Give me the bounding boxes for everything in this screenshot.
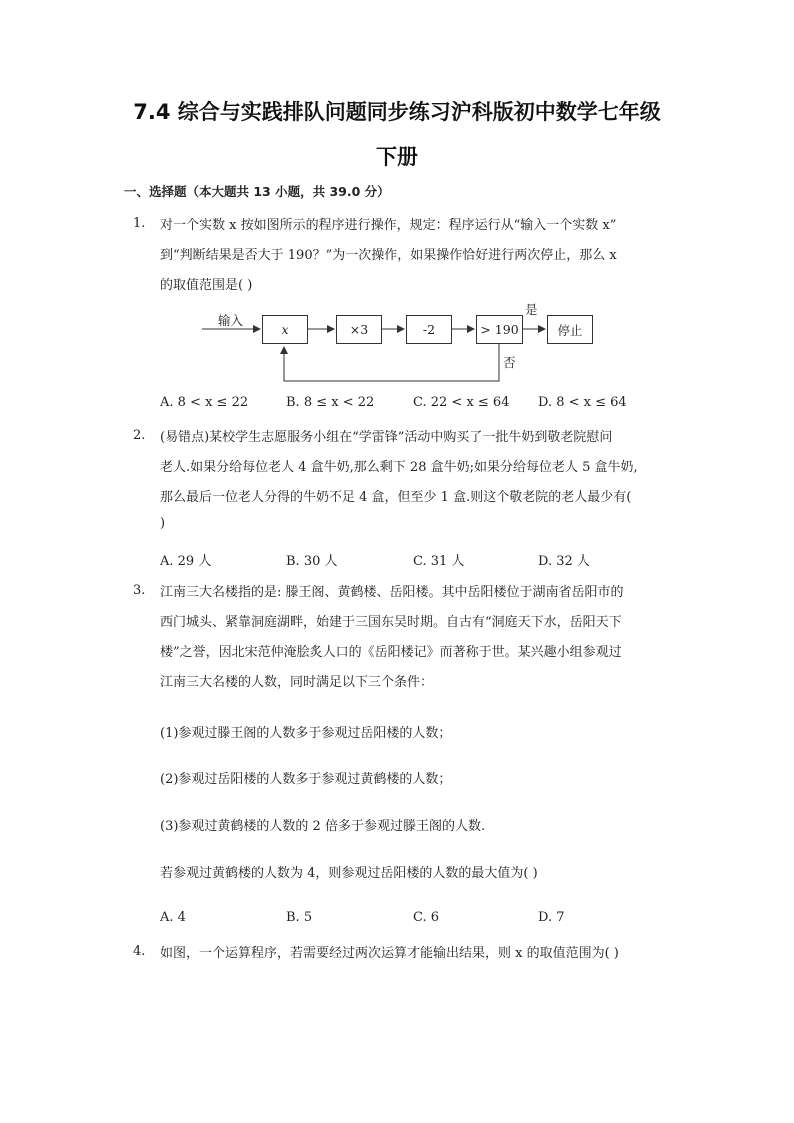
question-text-line: 江南三大名楼指的是: 滕王阁、黄鹤楼、岳阳楼。其中岳阳楼位于湖南省岳阳市的 — [160, 585, 624, 600]
input-label: 输入 — [218, 313, 244, 328]
option-c: C. 6 — [413, 910, 440, 925]
option-d: D. 7 — [538, 910, 565, 925]
option-b: B. 8 ≤ x < 22 — [286, 395, 375, 410]
flowchart-box-compare: > 190 — [476, 315, 523, 344]
question-text-line: 老人.如果分给每位老人 4 盒牛奶,那么剩下 28 盒牛奶;如果分给每位老人 5 盒牛奶, — [160, 460, 638, 475]
question-ask: 若参观过黄鹤楼的人数为 4，则参观过岳阳楼的人数的最大值为( ) — [160, 866, 538, 881]
option-a: A. 4 — [160, 910, 186, 925]
question-text-line: 到“判断结果是否大于 190？”为一次操作，如果操作恰好进行两次停止，那么 x — [160, 248, 617, 263]
flowchart-arrows — [0, 0, 794, 400]
no-label: 否 — [503, 355, 516, 370]
option-c: C. 31 人 — [413, 554, 465, 569]
question-number: 1. — [133, 216, 146, 231]
loop-back-arrow — [284, 344, 499, 381]
option-b: B. 30 人 — [286, 554, 338, 569]
condition-3: (3)参观过黄鹤楼的人数的 2 倍多于参观过滕王阁的人数. — [160, 819, 486, 834]
option-a: A. 8 < x ≤ 22 — [160, 395, 249, 410]
option-d: D. 8 < x ≤ 64 — [538, 395, 627, 410]
option-d: D. 32 人 — [538, 554, 590, 569]
question-text-line: ) — [160, 516, 166, 531]
flowchart-box-stop: 停止 — [547, 315, 593, 344]
option-b: B. 5 — [286, 910, 313, 925]
yes-label: 是 — [525, 302, 538, 317]
question-text-line: 西门城头、紧靠洞庭湖畔，始建于三国东吴时期。自古有“洞庭天下水，岳阳天下 — [160, 615, 622, 630]
question-text-line: 如图，一个运算程序，若需要经过两次运算才能输出结果，则 x 的取值范围为( ) — [160, 946, 619, 961]
flowchart-box-subtract: -2 — [406, 315, 452, 344]
section-heading: 一、选择题（本大题共 13 小题，共 39.0 分） — [124, 184, 390, 199]
question-number: 3. — [133, 583, 146, 598]
question-number: 4. — [133, 944, 146, 959]
question-number: 2. — [133, 428, 146, 443]
question-text-line: 对一个实数 x 按如图所示的程序进行操作，规定：程序运行从“输入一个实数 x” — [160, 218, 617, 233]
option-c: C. 22 < x ≤ 64 — [413, 395, 510, 410]
document-title-line-2: 下册 — [376, 145, 418, 169]
flowchart-box-x: x — [262, 315, 308, 344]
document-title-line-1: 7.4 综合与实践排队问题同步练习沪科版初中数学七年级 — [133, 100, 661, 124]
question-text-line: 楼”之誉，因北宋范仲淹脍炙人口的《岳阳楼记》而著称于世。某兴趣小组参观过 — [160, 645, 622, 660]
question-text-line: 江南三大名楼的人数，同时满足以下三个条件： — [160, 675, 434, 690]
condition-1: (1)参观过滕王阁的人数多于参观过岳阳楼的人数； — [160, 726, 452, 741]
question-text-line: 那么最后一位老人分得的牛奶不足 4 盒，但至少 1 盒.则这个敬老院的老人最少有( — [160, 490, 632, 505]
condition-2: (2)参观过岳阳楼的人数多于参观过黄鹤楼的人数； — [160, 772, 452, 787]
option-a: A. 29 人 — [160, 554, 212, 569]
question-text-line: (易错点)某校学生志愿服务小组在“学雷锋”活动中购买了一批牛奶到敬老院慰问 — [160, 430, 613, 445]
question-text-line: 的取值范围是( ) — [160, 278, 253, 293]
flowchart-box-multiply: ×3 — [336, 315, 382, 344]
